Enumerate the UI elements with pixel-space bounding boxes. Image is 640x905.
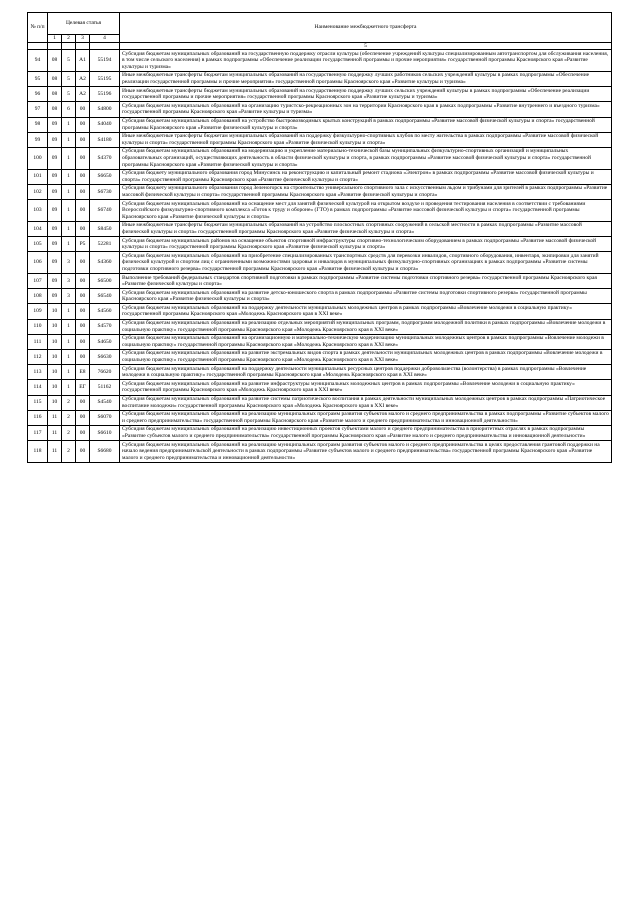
row-number: 101 [28,169,48,184]
row-transfer-name: Субсидия бюджетам муниципальных образований на оснащение мест для занятий физической культурой на открытом воздухе и проведения тестирования населения в соответствии с требованиями Всероссийского физкультурно-спортивного комплекса «Готов к труду и обороне» (ГТО) в рамках подпрограммы «Развитие массовой физической культуры и спорта» государственной программы Красноярского края «Развитие физической культуры и спорта» [120,200,612,222]
row-code-c3: 00 [76,274,90,289]
row-transfer-name: Выполнение требований федеральных стандартов спортивной подготовки в рамках подпрограммы «Развитие системы подготовки спортивного резерва» государственной программы Красноярского края «Развитие физической культуры и спорта» [120,274,612,289]
row-transfer-name: Субсидия бюджетам муниципальных образований на государственную поддержку отрасли культуры (обеспечение учреждений культуры специализированным автотранспортом для обслуживания населения, в том числе сельского населения) в рамках подпрограммы «Обеспечение реализации государственной программы и прочие мероприятия» государственной программы Красноярского края «Развитие культуры и туризма» [120,50,612,72]
table-row [28,50,612,72]
row-number: 102 [28,184,48,199]
header-sub-col-5: 5 [120,42,612,50]
row-transfer-name: Иные межбюджетные трансферты бюджетам муниципальных образований на устройство плоскостных спортивных сооружений в сельской местности в рамках подпрограммы «Развитие массовой физической культуры и спорта» государственной программы Красноярского края «Развитие физической культуры и спорта» [120,221,612,236]
row-code-c4: S4570 [90,319,120,334]
row-transfer-name: Субсидия бюджетам муниципальных образований на организационную и материально-техническую модернизацию муниципальных молодежных центров в рамках подпрограммы «Вовлечение молодежи в социальную практику» государственной программы Красноярского края «Молодежь Красноярского края в XXI веке» [120,334,612,349]
table-row [28,117,612,132]
row-number: 108 [28,289,48,304]
row-code-c1: 10 [48,365,62,380]
row-transfer-name: Субсидия бюджету муниципального образования город Минусинск на реконструкцию и капитальный ремонт стадиона «Электрон» в рамках подпрограммы «Развитие массовой физической культуры и спорта» государственной программы Красноярского края «Развитие физической культуры и спорта» [120,169,612,184]
row-code-c2: 1 [62,237,76,252]
row-code-c2: 1 [62,169,76,184]
row-transfer-name: Субсидия бюджетам муниципальных образований на приобретение специализированных транспортных средств для перевозки инвалидов, спортивного оборудования, инвентаря, экипировки для занятий физической культурой и спортом лиц с ограниченными возможностями здоровья и инвалидов в муниципальных физкультурно-спортивных организациях в рамках подпрограммы «Развитие системы подготовки спортивного резерва» государственной программы Красноярского края «Развитие физической культуры и спорта» [120,252,612,274]
table-row [28,237,612,252]
table-body [28,50,612,463]
row-code-c2: 6 [62,102,76,117]
row-code-c2: 5 [62,71,76,86]
row-number: 115 [28,395,48,410]
row-code-c3: 00 [76,349,90,364]
header-number-blank [28,42,48,50]
header-number: № п/п [28,13,48,43]
row-code-c1: 10 [48,380,62,395]
row-code-c4: S4650 [90,334,120,349]
row-code-c1: 08 [48,50,62,72]
row-code-c1: 10 [48,304,62,319]
row-code-c2: 2 [62,410,76,425]
row-code-c3: A2 [76,87,90,102]
row-code-c4: S4560 [90,304,120,319]
row-code-c2: 2 [62,425,76,440]
row-number: 97 [28,102,48,117]
row-code-c3: E8 [76,365,90,380]
row-code-c1: 11 [48,410,62,425]
row-code-c1: 10 [48,319,62,334]
row-code-c4: S6610 [90,425,120,440]
row-number: 112 [28,349,48,364]
row-code-c3: EГ [76,380,90,395]
row-code-c3: 00 [76,147,90,169]
row-code-c4: 51162 [90,380,120,395]
row-code-c2: 1 [62,117,76,132]
row-code-c1: 09 [48,132,62,147]
row-number: 96 [28,87,48,102]
table-row [28,349,612,364]
row-code-c4: S6540 [90,289,120,304]
row-code-c1: 09 [48,117,62,132]
row-code-c2: 1 [62,365,76,380]
header-sub-col-4: 4 [90,35,120,43]
row-transfer-name: Субсидия бюджетам муниципальных образований на развитие детско-юношеского спорта в рамках подпрограммы «Развитие системы подготовки спортивного резерва» государственной программы Красноярского края «Развитие физической культуры и спорта» [120,289,612,304]
row-code-c4: S8450 [90,221,120,236]
row-transfer-name: Иные межбюджетные трансферты бюджетам муниципальных образований на поддержку физкультурно-спортивных клубов по месту жительства в рамках подпрограммы «Развитие массовой физической культуры и спорта» государственной программы Красноярского края «Развитие физической культуры и спорта» [120,132,612,147]
row-number: 114 [28,380,48,395]
table-row [28,221,612,236]
row-code-c2: 2 [62,441,76,463]
row-number: 95 [28,71,48,86]
row-code-c1: 11 [48,425,62,440]
row-transfer-name: Субсидия бюджетам муниципальных образований на устройство быстровозводимых крытых конструкций в рамках подпрограммы «Развитие массовой физической культуры и спорта» государственной программы Красноярского края «Развитие физической культуры и спорта» [120,117,612,132]
table-row [28,410,612,425]
row-code-c1: 08 [48,87,62,102]
row-code-c2: 1 [62,184,76,199]
table-row [28,441,612,463]
row-code-c3: 00 [76,425,90,440]
row-number: 104 [28,221,48,236]
table-row [28,274,612,289]
row-number: 111 [28,334,48,349]
row-number: 118 [28,441,48,463]
row-code-c2: 1 [62,221,76,236]
row-code-c1: 09 [48,289,62,304]
row-code-c3: 00 [76,117,90,132]
row-number: 113 [28,365,48,380]
row-number: 103 [28,200,48,222]
row-transfer-name: Субсидия бюджетам муниципальных образований на поддержку деятельности муниципальных ресурсных центров поддержки добровольчества (волонтерства) в рамках подпрограммы «Вовлечение молодежи в социальную практику» государственной программы Красноярского края «Молодежь Красноярского края в XXI веке» [120,365,612,380]
row-number: 98 [28,117,48,132]
row-code-c4: 76620 [90,365,120,380]
row-code-c1: 08 [48,102,62,117]
row-code-c2: 1 [62,334,76,349]
row-code-c3: A2 [76,71,90,86]
row-code-c3: 00 [76,410,90,425]
row-code-c4: 55194 [90,50,120,72]
row-code-c3: 00 [76,184,90,199]
row-transfer-name: Иные межбюджетные трансферты бюджетам муниципальных образований на государственную поддержку лучших сельских учреждений культуры в рамках подпрограммы «Обеспечение реализации государственной программы и прочие мероприятия» государственной программы Красноярского края «Развитие культуры и туризма» [120,87,612,102]
table-row [28,304,612,319]
table-row [28,319,612,334]
row-code-c1: 10 [48,334,62,349]
row-transfer-name: Субсидия бюджетам муниципальных образований на развитие системы патриотического воспитания в рамках деятельности муниципальных молодежных центров в рамках подпрограммы «Патриотическое воспитание молодежи» государственной программы Красноярского края «Молодежь Красноярского края в XXI веке» [120,395,612,410]
header-sub-col-1: 1 [48,35,62,43]
table-row [28,132,612,147]
header-target-article: Целевая статья [48,13,120,35]
row-code-c4: S4180 [90,132,120,147]
row-number: 116 [28,410,48,425]
row-code-c2: 1 [62,380,76,395]
row-code-c2: 3 [62,252,76,274]
row-code-c2: 1 [62,349,76,364]
row-code-c1: 09 [48,184,62,199]
table-row [28,395,612,410]
row-transfer-name: Субсидия бюджетам муниципальных образований на организацию туристско-рекреационных зон на территории Красноярского края в рамках подпрограммы «Развитие внутреннего и въездного туризма» государственной программы Красноярского края «Развитие культуры и туризма» [120,102,612,117]
table-row [28,184,612,199]
row-code-c1: 09 [48,274,62,289]
row-code-c4: 52281 [90,237,120,252]
row-number: 117 [28,425,48,440]
row-code-c4: S4360 [90,252,120,274]
row-transfer-name: Субсидия бюджетам муниципальных образований на реализацию отдельных мероприятий муниципальных программ, подпрограмм молодежной политики в рамках подпрограммы «Вовлечение молодежи в социальную практику» государственной программы Красноярского края «Молодежь Красноярского края в XXI веке» [120,319,612,334]
header-sub-col-3: 3 [76,35,90,43]
row-code-c4: 55196 [90,87,120,102]
table-row [28,147,612,169]
row-code-c2: 1 [62,200,76,222]
row-transfer-name: Субсидия бюджетам муниципальных образований на реализацию муниципальных программ развития субъектов малого и среднего предпринимательства в рамках подпрограммы «Развитие субъектов малого и среднего предпринимательства» государственной программы Красноярского края «Развитие малого и среднего предпринимательства и инновационной деятельности» [120,410,612,425]
table-row [28,425,612,440]
row-transfer-name: Субсидия бюджетам муниципальных образований на развитие инфраструктуры муниципальных молодежных центров в рамках подпрограммы «Вовлечение молодежи в социальную практику» государственной программы Красноярского края «Молодежь Красноярского края в XXI веке» [120,380,612,395]
row-transfer-name: Субсидия бюджетам муниципальных образований на реализацию муниципальных программ развития субъектов малого и среднего предпринимательства в целях предоставления грантовой поддержки на начало ведения предпринимательской деятельности в рамках подпрограммы «Развитие субъектов малого и среднего предпринимательства» государственной программы Красноярского края «Развитие малого и среднего предпринимательства и инновационной деятельности» [120,441,612,463]
header-sub-col-2: 2 [62,35,76,43]
row-transfer-name: Субсидия бюджетам муниципальных районов на оснащение объектов спортивной инфраструктуры спортивно-технологическим оборудованием в рамках подпрограммы «Развитие массовой физической культуры и спорта» государственной программы Красноярского края «Развитие физической культуры и спорта» [120,237,612,252]
table-row [28,252,612,274]
row-code-c3: 00 [76,334,90,349]
table-row [28,365,612,380]
row-code-c3: 00 [76,252,90,274]
row-code-c2: 1 [62,319,76,334]
row-code-c2: 2 [62,395,76,410]
row-code-c1: 09 [48,169,62,184]
row-code-c2: 3 [62,289,76,304]
row-transfer-name: Субсидия бюджету муниципального образования город Зеленогорск на строительство универсального спортивного зала с искусственным льдом и трибунами для зрителей в рамках подпрограммы «Развитие массовой физической культуры и спорта» государственной программы Красноярского края «Развитие физической культуры и спорта» [120,184,612,199]
table-row [28,380,612,395]
row-number: 109 [28,304,48,319]
row-number: 99 [28,132,48,147]
row-transfer-name: Субсидия бюджетам муниципальных образований на развитие экстремальных видов спорта в рамках деятельности муниципальных молодежных центров в рамках подпрограммы «Вовлечение молодежи в социальную практику» государственной программы Красноярского края «Молодежь Красноярского края в XXI веке» [120,349,612,364]
row-transfer-name: Субсидия бюджетам муниципальных образований на реализацию инвестиционных проектов субъектами малого и среднего предпринимательства в приоритетных отраслях в рамках подпрограммы «Развитие субъектов малого и среднего предпринимательства» государственной программы Красноярского края «Развитие малого и среднего предпринимательства и инновационной деятельности» [120,425,612,440]
row-code-c1: 09 [48,147,62,169]
table-row [28,71,612,86]
row-code-c4: S4540 [90,395,120,410]
row-code-c1: 09 [48,237,62,252]
row-code-c2: 1 [62,132,76,147]
row-code-c2: 5 [62,50,76,72]
row-code-c1: 09 [48,252,62,274]
row-code-c1: 08 [48,71,62,86]
row-number: 100 [28,147,48,169]
row-code-c4: S6650 [90,169,120,184]
row-code-c3: A1 [76,50,90,72]
row-transfer-name: Субсидия бюджетам муниципальных образований на модернизацию и укрепление материально-технической базы муниципальных физкультурно-спортивных организаций и муниципальных образовательных организаций, осуществляющих деятельность в области физической культуры и спорта, в рамках подпрограммы «Развитие массовой физической культуры и спорта» государственной программы Красноярского края «Развитие физической культуры и спорта» [120,147,612,169]
row-code-c2: 5 [62,87,76,102]
table-row [28,334,612,349]
row-code-c4: 55195 [90,71,120,86]
row-number: 110 [28,319,48,334]
row-number: 105 [28,237,48,252]
row-code-c3: 00 [76,304,90,319]
header-blank-1 [48,42,62,50]
row-code-c2: 1 [62,304,76,319]
row-transfer-name: Субсидия бюджетам муниципальных образований на поддержку деятельности муниципальных молодежных центров в рамках подпрограммы «Вовлечение молодежи в социальную практику» государственной программы Красноярского края «Молодежь Красноярского края в XXI веке» [120,304,612,319]
row-number: 94 [28,50,48,72]
row-code-c3: 00 [76,200,90,222]
row-code-c3: 00 [76,169,90,184]
row-code-c1: 09 [48,200,62,222]
table-row [28,200,612,222]
row-code-c4: S4040 [90,117,120,132]
row-code-c4: S4800 [90,102,120,117]
header-blank-4 [90,42,120,50]
row-code-c3: P5 [76,237,90,252]
row-code-c1: 11 [48,441,62,463]
table-row [28,289,612,304]
row-code-c2: 1 [62,147,76,169]
table-row [28,169,612,184]
row-code-c1: 10 [48,395,62,410]
row-code-c3: 00 [76,221,90,236]
row-code-c3: 00 [76,132,90,147]
row-code-c4: S6740 [90,200,120,222]
transfers-table [27,12,612,463]
header-blank-3 [76,42,90,50]
row-code-c4: S6730 [90,184,120,199]
row-code-c4: S6070 [90,410,120,425]
row-number: 106 [28,252,48,274]
row-number: 107 [28,274,48,289]
row-code-c2: 3 [62,274,76,289]
row-code-c4: S4370 [90,147,120,169]
row-code-c4: S6630 [90,349,120,364]
row-code-c3: 00 [76,441,90,463]
table-row [28,87,612,102]
row-code-c4: S6500 [90,274,120,289]
row-code-c3: 00 [76,319,90,334]
row-code-c1: 10 [48,349,62,364]
header-transfer-name: Наименование межбюджетного трансферта [120,13,612,43]
row-transfer-name: Иные межбюджетные трансферты бюджетам муниципальных образований на государственную поддержку лучших работников сельских учреждений культуры в рамках подпрограммы «Обеспечение реализации государственной программы и прочие мероприятия» государственной программы Красноярского края «Развитие культуры и туризма» [120,71,612,86]
row-code-c3: 00 [76,289,90,304]
row-code-c1: 09 [48,221,62,236]
row-code-c3: 00 [76,102,90,117]
row-code-c4: S6680 [90,441,120,463]
header-blank-2 [62,42,76,50]
row-code-c3: 00 [76,395,90,410]
table-row [28,102,612,117]
